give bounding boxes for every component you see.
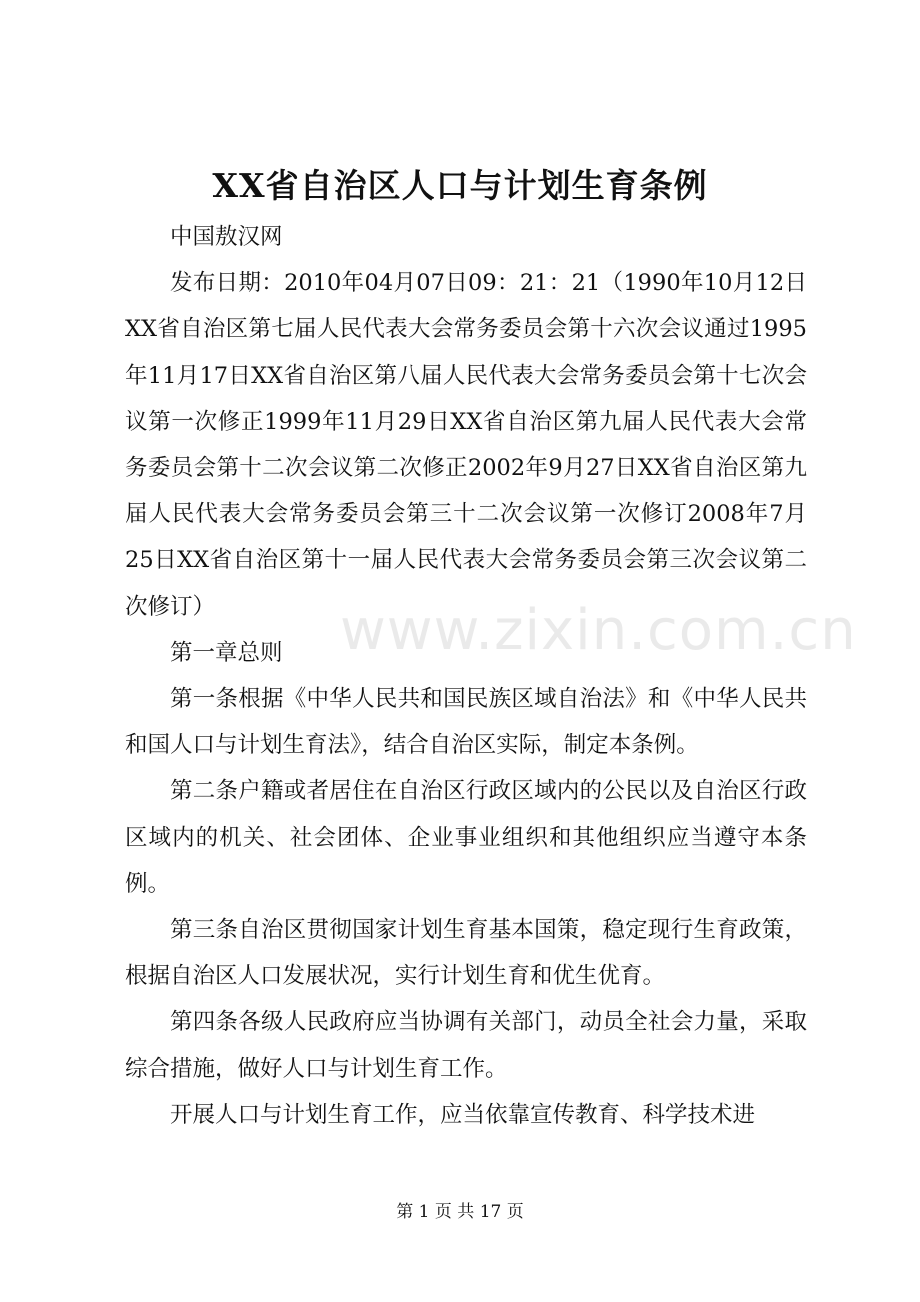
paragraph-article-3: 第三条自治区贯彻国家计划生育基本国策，稳定现行生育政策，根据自治区人口发展状况，实行计划生育和优生优育。: [125, 917, 807, 990]
paragraph-article-4: 第四条各级人民政府应当协调有关部门，动员全社会力量，采取综合措施，做好人口与计划生育工作。: [125, 1009, 807, 1082]
source-line: 中国敖汉网: [170, 224, 283, 250]
paragraph-chapter-heading: 第一章总则: [170, 639, 283, 666]
paragraph-continuation: 开展人口与计划生育工作，应当依靠宣传教育、科学技术进: [170, 1101, 756, 1128]
paragraph-article-1: 第一条根据《中华人民共和国民族区域自治法》和《中华人民共和国人口与计划生育法》，结合自治区实际，制定本条例。: [125, 686, 807, 759]
page-footer: 第 1 页 共 17 页: [396, 1202, 524, 1222]
document-title: XX省自治区人口与计划生育条例: [212, 166, 708, 205]
paragraph-article-2: 第二条户籍或者居住在自治区行政区域内的公民以及自治区行政区域内的机关、社会团体、企业事业组织和其他组织应当遵守本条例。: [125, 778, 807, 897]
document-body: [125, 214, 807, 1138]
paragraph-publish-info: 发布日期：2010年04月07日09：21：21（1990年10月12日XX省自治区第七届人民代表大会常务委员会第十六次会议通过1995年11月17日XX省自治区第八届人民代表大会常务委员会第十七次会议第一次修正1999年11月29日XX省自治区第九届人民代表大会常务委员会第十二次会议第二次修正2002年9月27日XX省自治区第九届人民代表大会常务委员会第三十二次会议第一次修订2008年7月25日XX省自治区第十一届人民代表大会常务委员会第三次会议第二次修订）: [125, 270, 807, 620]
watermark-text: www.zixin.com.cn: [340, 598, 857, 663]
